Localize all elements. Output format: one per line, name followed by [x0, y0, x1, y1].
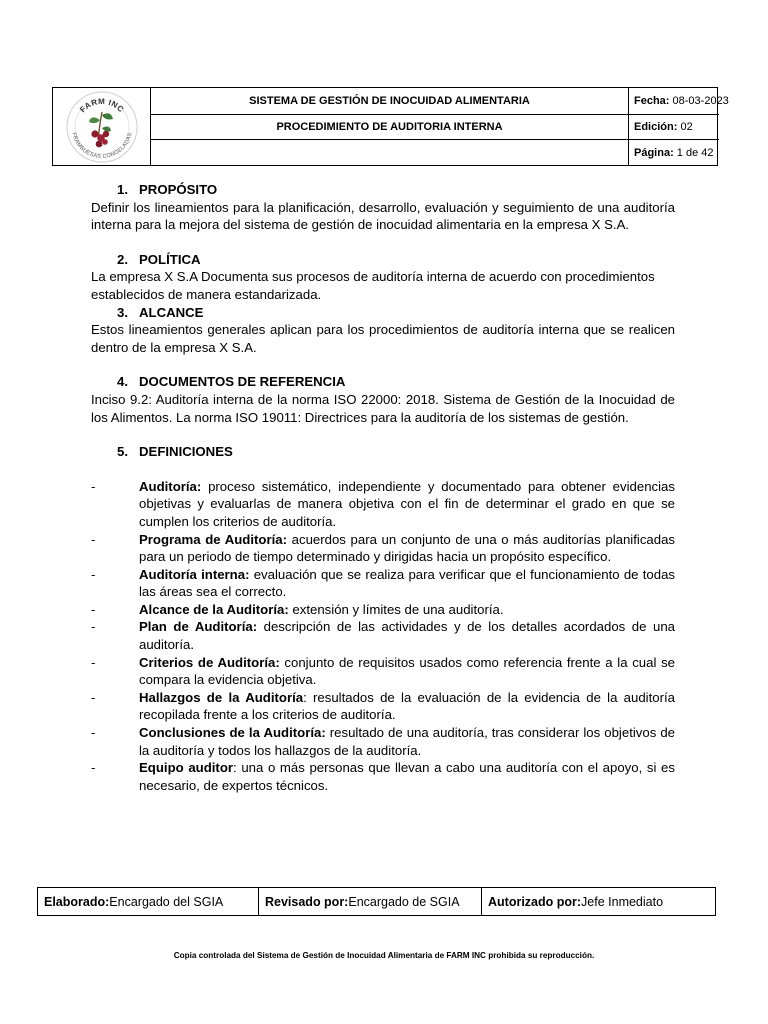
- edicion-cell: [629, 115, 719, 140]
- logo-text-top: FARM INC: [78, 96, 126, 115]
- definition-text: conjunto de requisitos usados como referencia frente a la cual se compara la evidencia objetiva.: [139, 654, 675, 688]
- list-item: - Conclusiones de la Auditoría: resultado de una auditoría, tras considerar los objetivos de la auditoría y todos los hallazgos de la auditoría.: [91, 725, 675, 758]
- list-item: - Auditoría interna: evaluación que se realiza para verificar que el funcionamiento de todas las áreas sea el correcto.: [91, 566, 675, 600]
- elaborado-value: Encargado del SGIA: [109, 894, 224, 909]
- autorizado-label: Autorizado por:: [488, 894, 582, 909]
- section-heading-proposito: [91, 181, 675, 199]
- edicion-value: 02: [680, 121, 693, 133]
- elaborado-cell: [38, 888, 259, 915]
- edicion-label: Edición:: [634, 121, 678, 133]
- section-number: 2.: [117, 251, 128, 267]
- list-item: - Plan de Auditoría: descripción de las actividades y de los detalles acordados de una auditoría.: [91, 619, 675, 653]
- pagina-cell: [629, 140, 719, 165]
- definition-term: Criterios de Auditoría:: [139, 654, 280, 670]
- list-item: - Auditoría: proceso sistemático, independiente y documentado para obtener evidencias objetivas y evaluarlas de manera objetiva con el fin de determinar el grado en que se cumplen los criterios de auditoría.: [91, 478, 675, 529]
- document-body: [91, 181, 675, 794]
- farm-inc-logo: [53, 88, 151, 165]
- definition-term: Alcance de la Auditoría:: [139, 601, 289, 617]
- revisado-value: Encargado de SGIA: [348, 894, 460, 909]
- section-number: 1.: [117, 182, 128, 197]
- revisado-label: Revisado por:: [265, 894, 349, 909]
- elaborado-label: Elaborado:: [44, 894, 110, 909]
- doc-procedure-title: PROCEDIMIENTO DE AUDITORIA INTERNA: [151, 115, 629, 140]
- section-heading-definiciones: [91, 443, 675, 461]
- definition-text: descripción de las actividades y de los detalles acordados de una auditoría.: [139, 619, 675, 653]
- definition-term: Auditoría interna:: [139, 566, 250, 582]
- definition-term: Hallazgos de la Auditoría: [139, 689, 304, 705]
- section-text-alcance: Estos lineamientos generales aplican para los procedimientos de auditoría interna que se realicen dentro de la empresa X S.A.: [91, 322, 675, 355]
- section-text-politica: La empresa X S.A Documenta sus procesos de auditoría interna de acuerdo con procedimientos establecidos de manera estandarizada.: [91, 269, 655, 302]
- definition-term: Equipo auditor: [139, 760, 234, 776]
- section-heading-alcance: [91, 304, 675, 322]
- logo-cell: [53, 88, 151, 165]
- autorizado-cell: [482, 888, 715, 915]
- section-number: 5.: [117, 444, 128, 460]
- doc-system-title: SISTEMA DE GESTIÓN DE INOCUIDAD ALIMENTARIA: [151, 88, 629, 115]
- definition-text: extensión y límites de una auditoría.: [288, 601, 504, 617]
- definition-text: evaluación que se realiza para verificar que el funcionamiento de todas las áreas sea el correcto.: [139, 566, 675, 600]
- document-header-table: [52, 87, 729, 166]
- section-title: DOCUMENTOS DE REFERENCIA: [139, 374, 346, 390]
- approval-footer-table: [37, 887, 716, 916]
- section-heading-documentos: [91, 373, 675, 391]
- section-number: 4.: [117, 374, 128, 390]
- fecha-label: Fecha:: [634, 95, 670, 107]
- definition-term: Auditoría:: [139, 478, 202, 494]
- section-text-proposito: Definir los lineamientos para la planificación, desarrollo, evaluación y seguimiento de una auditoría interna para la mejora del sistema de gestión de inocuidad alimentaria en la empresa X S.A.: [91, 199, 675, 233]
- definition-text: : resultados de la evaluación de la evidencia de la auditoría recopilada frente a los criterios de auditoría.: [139, 689, 675, 723]
- list-item: - Alcance de la Auditoría: extensión y límites de una auditoría.: [91, 601, 504, 617]
- section-heading-politica: [91, 251, 675, 269]
- revisado-cell: [259, 888, 482, 915]
- list-item: - Programa de Auditoría: acuerdos para un conjunto de una o más auditorías planificadas para un periodo de tiempo determinado y dirigidas hacia un propósito específico.: [91, 531, 676, 565]
- section-text-documentos: Inciso 9.2: Auditoría interna de la norma ISO 22000: 2018. Sistema de Gestión de la Inocuidad de los Alimentos. La norma ISO 19011: Directrices para la auditoría de los sistemas de gestión.: [91, 391, 675, 425]
- definition-text: acuerdos para un conjunto de una o más auditorías planificadas para un periodo de tiempo determinado y dirigidas hacia un propósito específico.: [139, 531, 676, 565]
- list-item: - Criterios de Auditoría: conjunto de requisitos usados como referencia frente a la cual se compara la evidencia objetiva.: [91, 654, 675, 688]
- section-title: PROPÓSITO: [139, 182, 218, 197]
- pagina-value: 1 de 42: [676, 146, 714, 159]
- logo-text-bottom: FRAMBUESAS CONGELADAS: [70, 132, 134, 161]
- empty-title-cell: [151, 140, 629, 165]
- fecha-cell: [629, 88, 729, 115]
- definition-text: resultado de una auditoría, tras considerar los objetivos de la auditoría y todos los hallazgos de la auditoría.: [139, 725, 675, 758]
- definition-term: Programa de Auditoría:: [139, 531, 288, 547]
- pagina-label: Página:: [634, 146, 674, 159]
- definition-term: Conclusiones de la Auditoría:: [139, 725, 326, 741]
- definition-text: proceso sistemático, independiente y documentado para obtener evidencias objetivas y evaluarlas de manera objetiva con el fin de determinar el grado en que se cumplen los criterios de auditoría.: [139, 478, 675, 529]
- section-title: POLÍTICA: [139, 251, 201, 267]
- list-item: - Hallazgos de la Auditoría: resultados de la evaluación de la evidencia de la auditoría recopilada frente a los criterios de auditoría.: [91, 689, 675, 723]
- fecha-value: 08-03-2023: [672, 95, 729, 107]
- section-number: 3.: [117, 304, 128, 320]
- section-title: DEFINICIONES: [139, 444, 233, 460]
- copyright-notice: Copia controlada del Sistema de Gestión de Inocuidad Alimentaria de FARM INC prohibida su reproducción.: [173, 951, 595, 960]
- autorizado-value: Jefe Inmediato: [581, 894, 664, 909]
- definition-term: Plan de Auditoría:: [139, 619, 258, 635]
- definition-text: : una o más personas que llevan a cabo una auditoría con el apoyo, si es necesario, de expertos técnicos.: [139, 760, 675, 793]
- definitions-list: [91, 478, 675, 795]
- list-item: - Equipo auditor: una o más personas que llevan a cabo una auditoría con el apoyo, si es necesario, de expertos técnicos.: [91, 760, 675, 793]
- section-title: ALCANCE: [139, 304, 204, 320]
